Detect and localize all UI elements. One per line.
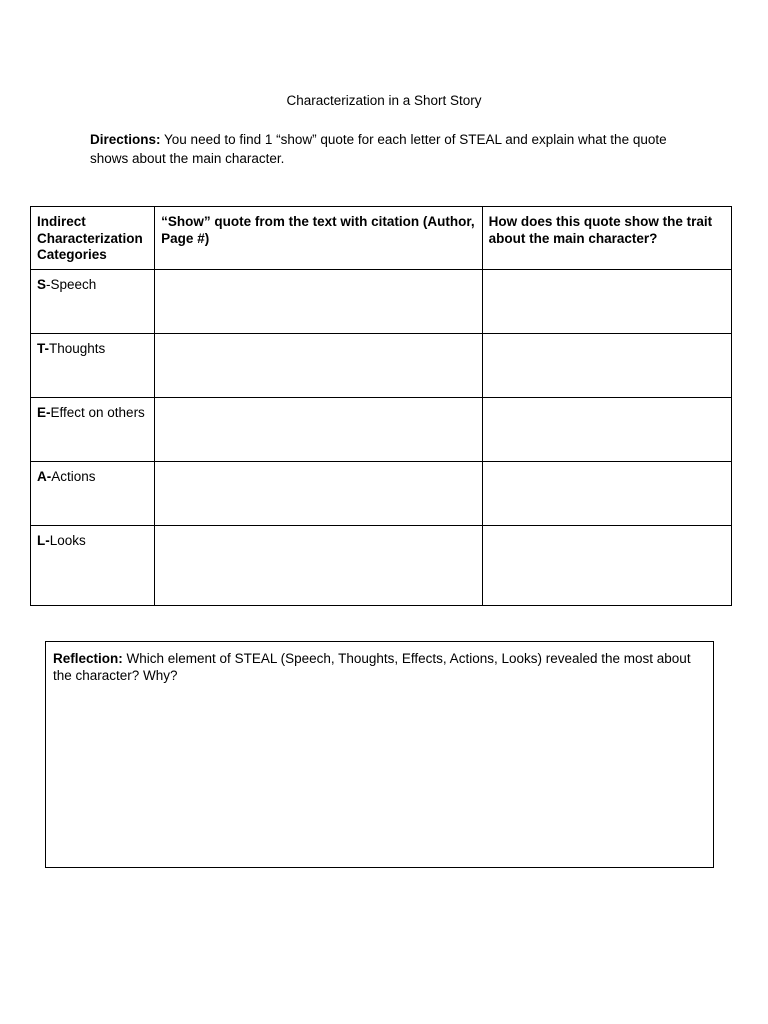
category-cell-thoughts (31, 334, 155, 398)
table-row (31, 462, 732, 526)
category-letter: A- (37, 469, 52, 484)
category-label: Effect on others (50, 405, 145, 420)
explanation-cell[interactable] (482, 334, 731, 398)
category-cell-effect (31, 398, 155, 462)
quote-cell[interactable] (155, 398, 482, 462)
page-title: Characterization in a Short Story (286, 93, 482, 108)
header-quote: “Show” quote from the text with citation (Author, Page #) (155, 207, 482, 270)
reflection-label: Reflection: (53, 651, 123, 666)
category-letter: S (37, 277, 47, 292)
directions-paragraph (90, 130, 670, 168)
category-letter: L- (37, 533, 50, 548)
category-label: Looks (49, 533, 86, 548)
explanation-cell[interactable] (482, 398, 731, 462)
table-row (31, 526, 732, 606)
header-categories: Indirect Characterization Categories (31, 207, 155, 270)
quote-cell[interactable] (155, 526, 482, 606)
quote-cell[interactable] (155, 334, 482, 398)
steal-table (30, 206, 732, 606)
explanation-cell[interactable] (482, 462, 731, 526)
reflection-prompt: Which element of STEAL (Speech, Thoughts, Effects, Actions, Looks) revealed the most about the character? Why? (53, 651, 691, 683)
quote-cell[interactable] (155, 462, 482, 526)
quote-cell[interactable] (155, 270, 482, 334)
category-label: -Speech (46, 277, 97, 292)
explanation-cell[interactable] (482, 526, 731, 606)
directions-label: Directions: (90, 132, 161, 147)
category-letter: T- (37, 341, 49, 356)
table-row (31, 270, 732, 334)
reflection-box[interactable] (45, 641, 714, 868)
category-cell-looks (31, 526, 155, 606)
header-explanation: How does this quote show the trait about the main character? (482, 207, 731, 270)
directions-text: You need to find 1 “show” quote for each letter of STEAL and explain what the quote shows about the main character. (90, 132, 667, 166)
table-header-row (31, 207, 732, 270)
category-label: Thoughts (49, 341, 106, 356)
category-letter: E- (37, 405, 51, 420)
category-cell-actions (31, 462, 155, 526)
category-cell-speech (31, 270, 155, 334)
explanation-cell[interactable] (482, 270, 731, 334)
table-row (31, 398, 732, 462)
category-label: Actions (51, 469, 96, 484)
table-row (31, 334, 732, 398)
